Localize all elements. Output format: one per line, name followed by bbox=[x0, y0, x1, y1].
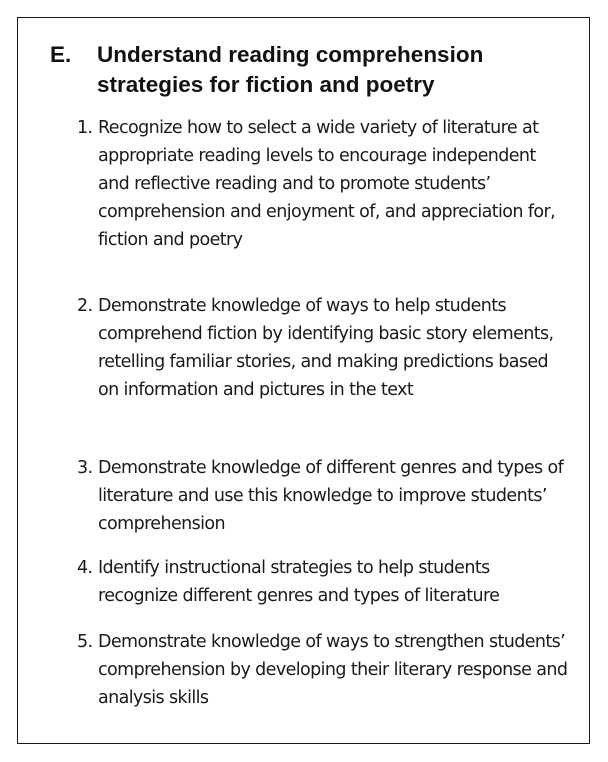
item-text: Demonstrate knowledge of ways to strengthen students’ comprehension by developing their literary response and analysis skills bbox=[98, 632, 568, 708]
list-item bbox=[77, 114, 569, 254]
list-item bbox=[77, 628, 569, 712]
content-box bbox=[17, 17, 590, 744]
item-number: 3. bbox=[77, 458, 93, 478]
list-item bbox=[77, 292, 569, 404]
section-letter: E. bbox=[50, 42, 72, 67]
item-number: 5. bbox=[77, 632, 93, 652]
item-number: 1. bbox=[77, 118, 93, 138]
section-title: Understand reading comprehension strategies for fiction and poetry bbox=[97, 42, 484, 97]
item-number: 4. bbox=[77, 558, 93, 578]
item-text: Recognize how to select a wide variety of literature at appropriate reading levels to encourage independent and reflective reading and to promote students’ comprehension and enjoyment of, and appreciation for, fiction and poetry bbox=[98, 118, 556, 250]
item-text: Demonstrate knowledge of different genres and types of literature and use this knowledge to improve students’ comprehension bbox=[98, 458, 564, 534]
item-number: 2. bbox=[77, 296, 93, 316]
item-text: Demonstrate knowledge of ways to help students comprehend fiction by identifying basic story elements, retelling familiar stories, and making predictions based on information and pictures in the text bbox=[98, 296, 554, 400]
list-item bbox=[77, 454, 569, 538]
objective-list bbox=[18, 18, 589, 743]
list-item bbox=[77, 554, 569, 610]
item-text: Identify instructional strategies to help students recognize different genres and types of literature bbox=[98, 558, 500, 606]
